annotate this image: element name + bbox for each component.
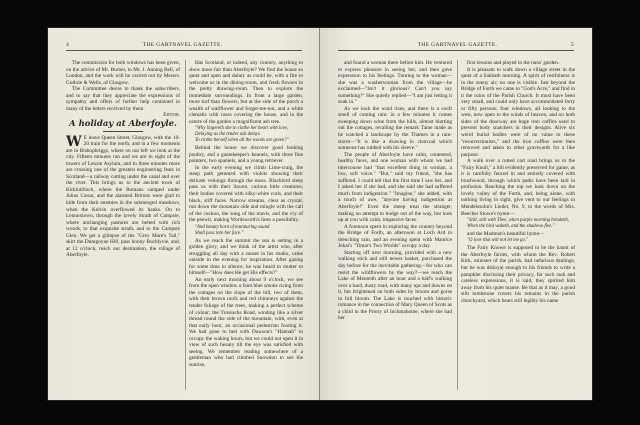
column-divider	[457, 60, 458, 390]
right-page-number: 5	[570, 42, 574, 48]
paragraph: A walk over a rutted cart road brings us to the "Fairy Knoll," a hill evidently preserved for game, as it is carefully fenced in and entirely covered with brushwood, through which paths have been laid in profusion. Reaching the top we look down on the lovely valley of the Forth, and, being alone, with nothing living in sight, give vent to our feelings in Mendelssohn's Lieder, No. 9, to the words of Mrs. Beecher Stowe's hymn—	[461, 158, 575, 217]
hymn-quote: "O love that wilt not let me go."	[467, 238, 529, 244]
left-column-2	[189, 60, 303, 390]
editor-signature: Editor.	[163, 112, 180, 119]
right-page	[320, 28, 592, 400]
paragraph: and the Madman's beautiful hymn—	[467, 230, 545, 237]
left-column-1	[66, 60, 180, 390]
paragraph: A forenoon spent in exploring the country beyond the Bridge of Forth, an afternoon at Loch Ard in drenching rain, and an evening spent with Maurice Jokai's "Timar's Two Worlds" occupy a day.	[338, 223, 452, 250]
paragraph: An early next morning about 9 o'clock, we see from the open window a faint blue smoke rising from the cottages on the slope of the hill, two of them, with their brown roofs and red chimneys against the tender foliage of the trees, making a perfect scheme of colour; the Trossachs Road, winding like a silver thread round the side of the mountain, with, even at that early hour, an occasional pedestrian footing it. We had gone to bed with Dawson's "Hannah" to occupy the waking hours, but we could not open it in view of such beauty till the eye was satisfied with seeing. We remember reading somewhere of a gentleman who had climbed Snowdon to see the sunrise,	[189, 276, 303, 368]
left-running-head	[66, 42, 302, 51]
right-running-title: THE GARTNAVEL GAZETTE.	[417, 42, 498, 48]
paragraph: Starting off next morning, provided with a new walking stick and still newer basket, purchased the day before for the inevitable gathering—for who can resist the wildflowers by the way?—we reach the Lake of Menteith after an hour and a half's walking over a hard, dusty road, with many ups and downs on it, but brightened on both sides by broom and gorse in full bloom. The Lake is touched with historic romance in the connection of Mary Queen of Scots as a child in the Priory of Inchmahome, where she had her	[338, 249, 452, 322]
magazine-spread	[48, 28, 592, 400]
left-page	[48, 28, 320, 400]
paragraph: Has Scotland, or indeed, any country, anything to show more fair than Aberfoyle? We find the house so quiet and open and dainty as could be, with a fire to welcome us in the dining-room, and fresh flowers in the pretty drawing-room. Then to explore the immediate surroundings. In front a large garden, more turf than flowers, but at the side of the porch a wealth of wallflower and forget-me-not, and a white clematis with roses covering the house, and in the centre of the garden a magnificent ash tree.	[189, 60, 303, 125]
paragraph: The people of Aberfoyle have calm, contented, healthy faces, and one woman with whom we had intercourse had "that excellent thing in woman, a low, soft voice." "But," said my friend, "she has suffered. I could tell that the first time I saw her, and I asked her if she had, and she said she had suffered much from indigestion." "Imagine," she added, with a touch of awe, "anyone having indigestion at Aberfoyle!" Even the sheep treat the stranger, making no attempt to budge out of the way, but look up at you with calm, impassive faces.	[338, 151, 452, 224]
poem-quote: "And beauty born of murmuring sound Shall pass into her face."	[195, 224, 270, 236]
title-rule	[103, 131, 143, 132]
paragraph: first lessons and played in the nuns' garden.	[467, 60, 560, 66]
paragraph: As we look the wind rises, and there is a swift smell of coming rain: in a few minutes it comes sweeping down wine from the hills, almost blotting out the cottages, recalling the remark Taine made as he watched a landscape by the Thames in a rain-storm—"It is like a drawing in charcoal which someone has rubbed with his sleeve."	[338, 105, 452, 152]
left-page-number: 4	[66, 42, 70, 48]
drop-cap: W	[66, 133, 82, 150]
paragraph: In the early evening we climb Lime-craig, the steep path gemmed with violets showing their delicate veinings through the moss. Blackbird sleep pass us with their lissom, curious little creatures; their bodies covered with silky-white curls, and their black, stiff faces. Narrow streams, clear as crystal, run down the mountain side and mingle with the call of the cuckoo, the song of the mavis, and the cry of the peewit, making Wordsworth's lines a possibility.	[189, 164, 303, 224]
right-column-2	[461, 60, 575, 390]
right-column-1	[338, 60, 452, 390]
article-first-paragraph	[66, 135, 180, 259]
paragraph: It is pleasant to walk down a village street in the quiet of a Sabbath morning. A spirit of restfulness is in the sunny air; no one is visible. Just beyond the Bridge of Forth we came to "God's Acre," and find in it the ruins of the Parish Church. It must have been very small, and could only have accommodated forty or fifty persons; four windows, all looking to the west, now open to the winds of heaven, and on both sides of the doorway are huge iron coffins used to prevent body snatchers in their designs. Alive six weird burial bodies were of no value to these "resurrectionists," and the iron coffins were then removed and taken to other graveyards for a like purpose.	[461, 66, 575, 158]
article-first-paragraph-text: E leave Queen Street, Glasgow, with the 10-20 train for the north, and in a few moments are in Bishopbriggs, where on our left we look at the city. Fifteen minutes run and we are in sight of the towers of Lenzie Asylum, and in three minutes more are crossing one of the greatest engineering feats in Scotland—a railway cutting under the canal and over the river. This brings us to the ancient town of Kirkintilloch, where the Romans camped under Julius Cæsar, and the alarmed Britons were glad to hide from their enemies in the submerged meadows, when the Kelvin overflowed its banks. On to Lennoxtown, through the lovely Strath of Campsie, where unchanging pastures are belted with rich woods, to that exquisite strath, and to the Campsie Glen. We get a glimpse of the "Grey Mare's Tail," skirt the Dumgoyne Hill, pass bonny Buchlyvie, and, at 12 o'clock, reach our destination, the village of Aberfoyle.	[66, 134, 180, 259]
poem-quote: "Why lingereth she to clothe her heart with love, Delaying as the tender ash delays To clothe herself when all the woods are green?"	[195, 126, 289, 144]
paragraph: The Committee desire to thank the subscribers, and to say that they appreciate the expressions of sympathy and offers of further help contained in many of the letters received by them.	[66, 86, 180, 112]
right-running-head	[338, 42, 574, 51]
paragraph: The Fairy Knowe is supposed to be the haunt of the Aberfoyle fairies, with whom the Rev. Robert Kirk, minister of the parish, had nefarious dealings; but he was disloyal enough to his friends to write a pamphlet disclosing their privacy, for such rash and careless expressions, it is said, they spirited him away from his quiet manse. Be that as it may, a good stilt tombstone covers his remains in the parish churchyard, which bears still legibly his name	[461, 245, 575, 304]
paragraph: The commission for both windows has been given, on the advice of Mr. Burnet, to Mr. J. Anning Bell, of London, and the work will be carried out by Messrs. Guthrie & Wells, of Glasgow.	[66, 60, 180, 86]
left-running-title: THE GARTNAVEL GAZETTE.	[142, 42, 223, 48]
paragraph: As we reach the summit the sun is setting in a golden glory, and we think of the artist who, after struggling all day with a sunset in his studio, came outside in the evening for inspiration. After gazing for some time in silence, he was heard to mutter to himself—"How does He get His effects?"	[189, 237, 303, 277]
hymn-quote: "Still, still with Thee, when purple morning breaketh, When the bird waketh, and the shadows flee."	[467, 218, 570, 230]
article-title: A holiday at Aberfoyle.	[69, 118, 177, 129]
paragraph: and found a woman there before him. He ventured to express pleasure in seeing her, and then gave expression to his feelings. Turning to the woman—she was a washerwoman from the village—he exclaimed—"Isn't it glorious? Can't you say something?" She quietly replied—"I am just letting it soak in."	[338, 60, 452, 106]
paragraph: Behind the house we discover good looking poultry, and a gamekeeper's kennels, with three fine pointers, two spaniels, and a young retriever.	[189, 145, 303, 165]
column-divider	[185, 60, 186, 390]
